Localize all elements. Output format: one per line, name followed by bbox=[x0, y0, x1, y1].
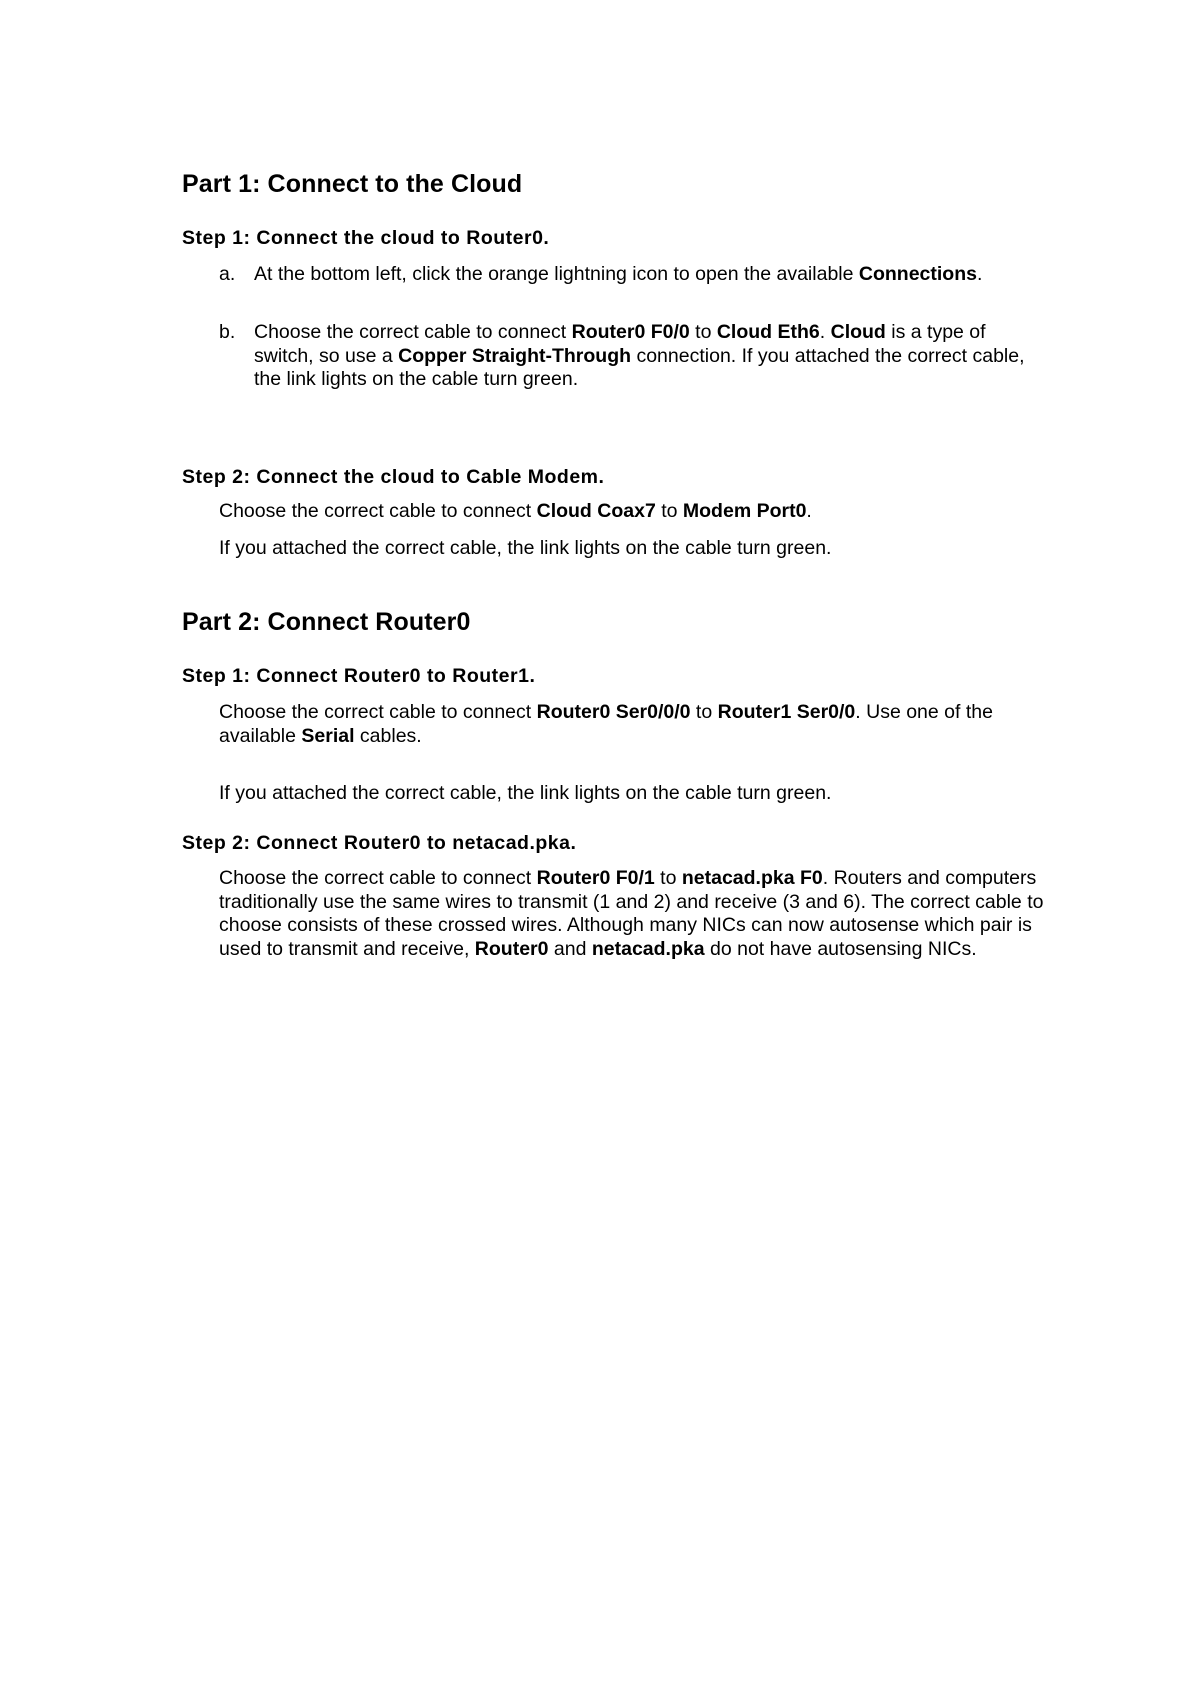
part1-step1-heading: Step 1: Connect the cloud to Router0. bbox=[182, 227, 550, 249]
part1-step1-item-b bbox=[219, 321, 1049, 392]
part1-step2-heading: Step 2: Connect the cloud to Cable Modem. bbox=[182, 466, 605, 488]
part2-step1-paragraph-1: Choose the correct cable to connect Router0 Ser0/0/0 to Router1 Ser0/0. Use one of the available Serial cables. bbox=[219, 701, 993, 747]
part2-step2-heading: Step 2: Connect Router0 to netacad.pka. bbox=[182, 832, 577, 854]
part1-step1-item-a bbox=[219, 263, 1049, 287]
part2-step2-paragraph-1: Choose the correct cable to connect Router0 F0/1 to netacad.pka F0. Routers and computers traditionally use the same wires to transmit (1 and 2) and receive (3 and 6). The correct cable to choose consists of these crossed wires. Although many NICs can now autosense which pair is used to transmit and receive, Router0 and netacad.pka do not have autosensing NICs. bbox=[219, 867, 1044, 960]
part1-heading: Part 1: Connect to the Cloud bbox=[182, 170, 523, 198]
part1-step2-paragraph-2: If you attached the correct cable, the link lights on the cable turn green. bbox=[219, 537, 832, 559]
list-marker-a: a. bbox=[219, 263, 236, 285]
list-marker-b: b. bbox=[219, 321, 236, 343]
part2-heading: Part 2: Connect Router0 bbox=[182, 608, 471, 636]
part1-step2-paragraph-1: Choose the correct cable to connect Cloud Coax7 to Modem Port0. bbox=[219, 500, 812, 522]
part2-step1-paragraph-2: If you attached the correct cable, the link lights on the cable turn green. bbox=[219, 782, 832, 804]
item-a-text: At the bottom left, click the orange lightning icon to open the available Connections. bbox=[254, 263, 983, 285]
part2-step1-heading: Step 1: Connect Router0 to Router1. bbox=[182, 665, 536, 687]
item-b-text: Choose the correct cable to connect Router0 F0/0 to Cloud Eth6. Cloud is a type of switch, so use a Copper Straight-Through connection. If you attached the correct cable, the link lights on the cable turn green. bbox=[254, 321, 1025, 390]
